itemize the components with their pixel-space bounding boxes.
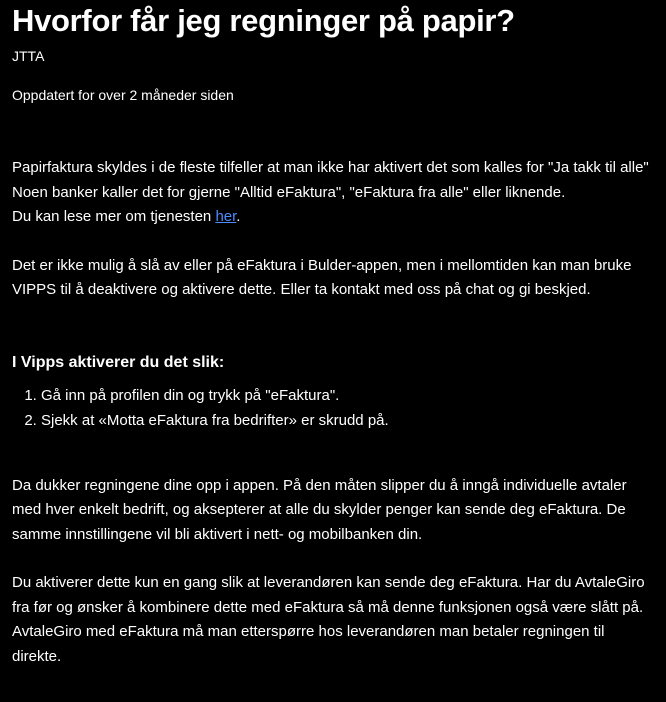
article-author: JTTA — [12, 48, 45, 64]
paragraph-avtalegiro: Du aktiverer dette kun en gang slik at leverandøren kan sende deg eFaktura. Har du AvtaleGiro fra før og ønsker å kombinere dette med eFaktura så må denne funksjonen også være slått på. AvtaleGiro med eFaktura må man etterspørre hos leverandøren man betaler regningen til direkte. — [12, 574, 645, 665]
paragraph-paper-invoice-text: Papirfaktura skyldes i de fleste tilfeller at man ikke har aktivert det som kalles for "Ja takk til alle" Noen banker kaller det for gjerne "Alltid eFaktura", "eFaktura fra alle" eller liknende. — [12, 159, 649, 201]
paragraph-paper-invoice — [12, 156, 654, 230]
step-item: 2. Sjekk at «Motta eFaktura fra bedrifter» er skrudd på. — [41, 408, 654, 433]
article-updated-date: Oppdatert for over 2 måneder siden — [12, 87, 234, 103]
paragraph-read-more-suffix: . — [236, 208, 241, 225]
paragraph-bulder-app: Det er ikke mulig å slå av eller på eFaktura i Bulder-appen, men i mellomtiden kan man bruke VIPPS til å deaktivere og aktivere dette. Eller ta kontakt med oss på chat og gi beskjed. — [12, 256, 632, 298]
steps-list — [12, 383, 654, 433]
section-heading-vipps: I Vipps aktiverer du det slik: — [12, 353, 225, 371]
article-title: Hvorfor får jeg regninger på papir? — [12, 3, 515, 38]
paragraph-invoices-in-app: Da dukker regningene dine opp i appen. På den måten slipper du å inngå individuelle avtaler med hver enkelt bedrift, og aksepterer at alle du skylder penger kan sende deg eFaktura. De samme innstillingene vil bli aktivert i nett- og mobilbanken din. — [12, 476, 627, 543]
read-more-link[interactable]: her — [215, 208, 237, 225]
step-item: 1. Gå inn på profilen din og trykk på "eFaktura". — [41, 383, 654, 408]
paragraph-read-more-prefix: Du kan lese mer om tjenesten — [12, 208, 216, 225]
